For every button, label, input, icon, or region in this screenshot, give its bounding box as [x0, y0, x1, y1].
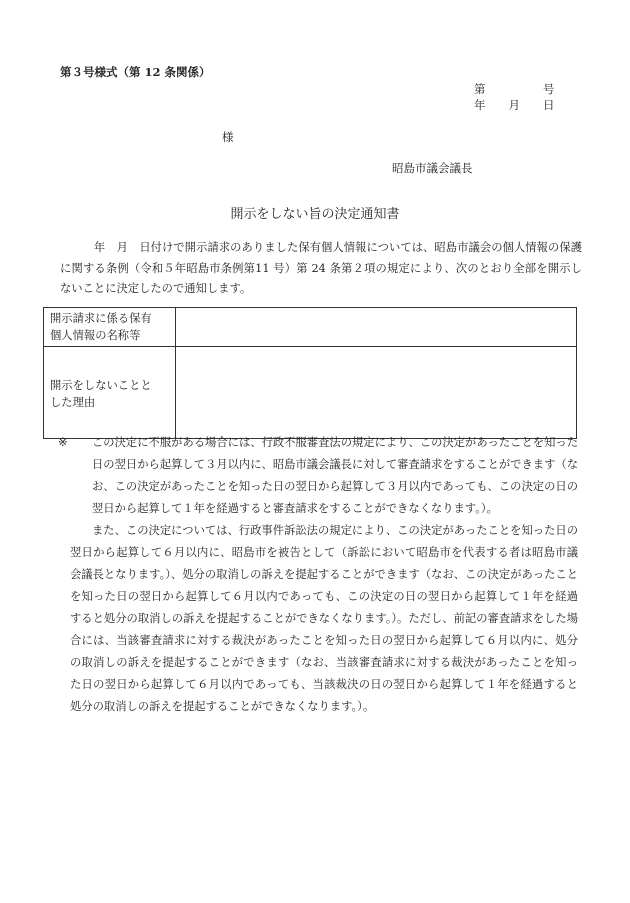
document-title: 開示をしない旨の決定通知書 — [230, 207, 400, 222]
addressee-honorific: 様 — [222, 130, 234, 144]
form-label: 第３号様式（第 12 条関係） — [60, 65, 211, 79]
notice-block — [58, 432, 578, 718]
table-label-cell — [44, 308, 176, 347]
table-value-requested-info — [176, 308, 577, 347]
table-row — [44, 308, 577, 347]
document-number-line: 第 号 — [474, 82, 555, 96]
notice-appeal-text: この決定に不服がある場合には、行政不服審査法の規定により、この決定があったことを知った日の翌日から起算して３月以内に、昭島市議会議長に対して審査請求をすることができます（なお、この決定があったことを知った日の翌日から起算して３月以内であっても、この決定の日の翌日から起算して１年を経過すると審査請求をすることができなくなります。）。 — [92, 436, 578, 515]
document-date-line: 年 月 日 — [474, 98, 555, 112]
info-table — [43, 307, 577, 439]
sender-name: 昭島市議会議長 — [392, 161, 473, 175]
notice-mark: ※ — [58, 436, 68, 449]
notice-paragraph-lawsuit: また、この決定については、行政事件訴訟法の規定により、この決定があったことを知った日の翌日から起算して６月以内に、昭島市を被告として（訴訟において昭島市を代表する者は昭島市議会議長となります。）、処分の取消しの訴えを提起することができます（なお、この決定があったことを知った日の翌日から起算して６月以内であっても、この決定の日の翌日から起算して１年を経過すると処分の取消しの訴えを提起することができなくなります。）。ただし、前記の審査請求をした場合には、当該審査請求に対する裁決があったことを知った日の翌日から起算して６月以内に、処分の取消しの訴えを提起することができます（なお、当該審査請求に対する裁決があったことを知った日の翌日から起算して６月以内であっても、当該裁決の日の翌日から起算して１年を経過すると処分の取消しの訴えを提起することができなくなります。）。 — [70, 524, 578, 713]
table-label-reason: 開示をしないことと した理由 — [50, 379, 152, 409]
table-value-reason — [176, 347, 577, 439]
notice-paragraph-appeal — [58, 432, 578, 520]
intro-paragraph: 年 月 日付けで開示請求のありました保有個人情報については、昭島市議会の個人情報の保護に関する条例（令和５年昭島市条例第11 号）第 24 条第２項の規定により、次のとおり全部を開示しないことに決定したので通知します。 — [60, 241, 582, 295]
table-label-cell — [44, 347, 176, 439]
table-row — [44, 347, 577, 439]
table-label-requested-info: 開示請求に係る保有 個人情報の名称等 — [50, 312, 152, 342]
